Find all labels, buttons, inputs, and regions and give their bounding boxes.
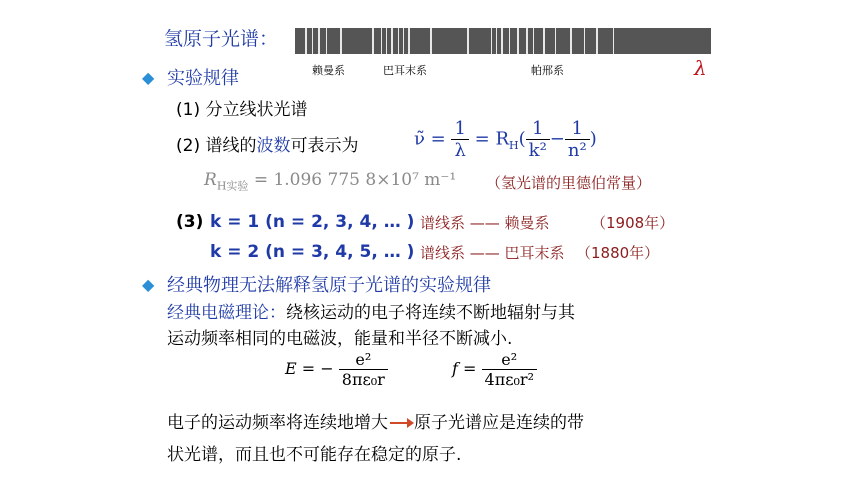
- fraction-1-over-k2: $\frac{1}{\text{k²}}$: [526, 118, 550, 161]
- spectral-line: [398, 28, 399, 54]
- rule-2-highlight-wavenumber: 波数: [256, 136, 291, 156]
- fraction-1-over-lambda: $\frac{1}{\lambda}$: [451, 118, 468, 161]
- section-heading-classical-failure: 经典物理无法解释氢原子光谱的实验规律: [167, 275, 491, 296]
- spectral-line: [467, 28, 469, 54]
- spectral-line: [312, 28, 313, 54]
- spectral-line: [305, 28, 307, 54]
- bullet-diamond-icon: ◆: [142, 68, 155, 87]
- rule-3-label: (3): [176, 212, 204, 232]
- rule-3-k1-series: 谱线系 —— 赖曼系: [420, 214, 550, 232]
- rydberg-experimental-value: [204, 170, 456, 193]
- classical-theory-paragraph-line1: [167, 298, 575, 323]
- paschen-series-label: 帕邢系: [531, 64, 564, 77]
- classical-theory-highlight: 经典电磁理论：: [167, 303, 286, 323]
- fraction-1-over-n2: $\frac{1}{\text{n²}}$: [565, 118, 590, 161]
- rule-1-discrete-spectrum: (1) 分立线状光谱: [176, 100, 308, 120]
- rydberg-number: = 1.096 775 8×10⁷ m⁻¹: [253, 170, 457, 190]
- formula-lhs: ν̃ =: [414, 128, 446, 150]
- energy-eq-lhs: E = −: [285, 359, 334, 378]
- spectral-line: [430, 28, 432, 54]
- energy-eq-fraction: $\frac{\text{e²}}{\text{8πε₀r}}$: [339, 350, 388, 389]
- rule-2-suffix: 可表示为: [290, 136, 359, 156]
- rydberg-subscript: H实验: [216, 179, 249, 193]
- conclusion-part-a: 电子的运动频率将连续地增大: [167, 413, 388, 433]
- spectral-line: [533, 28, 534, 54]
- spectral-line: [391, 28, 393, 54]
- rydberg-formula: [414, 118, 597, 161]
- spectral-line: [509, 28, 510, 54]
- conclusion-part-b: 原子光谱应是连续的带: [414, 413, 584, 433]
- spectral-line: [386, 28, 387, 54]
- section-heading-experimental-rules: 实验规律: [167, 68, 239, 89]
- rule-3-k2: k = 2 (n = 3, 4, 5, … ): [210, 242, 415, 262]
- formula-rydberg: = R: [474, 128, 510, 150]
- spectral-line: [526, 28, 528, 54]
- classical-theory-text: 绕核运动的电子将连续不断地辐射与其: [286, 303, 575, 323]
- frequency-eq-fraction: $\frac{\text{e²}}{\text{4πε₀r²}}$: [482, 350, 537, 389]
- spectral-line: [555, 28, 556, 54]
- rule-3-k2-year: （1880年）: [576, 244, 660, 262]
- spectral-line: [584, 28, 585, 54]
- spectral-line: [318, 28, 320, 54]
- rydberg-note: （氢光谱的里德伯常量）: [486, 174, 652, 192]
- frequency-eq-lhs: f =: [452, 359, 477, 378]
- energy-equation: [285, 350, 388, 389]
- right-arrow-icon: [390, 422, 412, 424]
- hydrogen-spectrum-bar: [295, 28, 711, 54]
- rydberg-symbol: R: [204, 170, 217, 190]
- frequency-equation: [452, 350, 537, 389]
- rule-3-k1-year: （1908年）: [591, 214, 675, 232]
- spectral-line: [613, 28, 614, 54]
- rule-3-k2-series: 谱线系 —— 巴耳末系: [420, 244, 565, 262]
- rule-2-wavenumber-text: [176, 131, 358, 156]
- spectral-line: [326, 28, 327, 54]
- conclusion-paragraph-line1: [167, 408, 584, 433]
- spectral-line: [501, 28, 503, 54]
- formula-close-paren: ): [589, 128, 597, 150]
- spectral-line: [596, 28, 598, 54]
- formula-minus: −: [549, 128, 565, 150]
- spectral-line: [570, 28, 572, 54]
- spectral-line: [408, 28, 410, 54]
- slide-title: 氢原子光谱：: [164, 28, 279, 50]
- classical-theory-paragraph-line2: 运动频率相同的电磁波，能量和半径不断减小.: [167, 329, 513, 349]
- spectral-line: [517, 28, 519, 54]
- spectral-line: [543, 28, 545, 54]
- spectral-line: [403, 28, 404, 54]
- lyman-series-label: 赖曼系: [312, 64, 345, 77]
- spectral-line: [491, 28, 492, 54]
- rule-3-k1: k = 1 (n = 2, 3, 4, … ): [210, 212, 415, 232]
- spectral-line: [381, 28, 382, 54]
- spectral-line: [496, 28, 497, 54]
- balmer-series-label: 巴耳末系: [383, 64, 427, 77]
- conclusion-paragraph-line2: 状光谱，而且也不可能存在稳定的原子.: [167, 445, 462, 465]
- formula-open-paren: (: [518, 128, 526, 150]
- formula-rydberg-subscript: H: [509, 139, 519, 153]
- spectral-line: [340, 28, 342, 54]
- spectral-line: [372, 28, 374, 54]
- lambda-axis-label: λ: [694, 56, 707, 80]
- rule-2-prefix: (2) 谱线的: [176, 136, 257, 156]
- bullet-diamond-icon: ◆: [142, 275, 155, 294]
